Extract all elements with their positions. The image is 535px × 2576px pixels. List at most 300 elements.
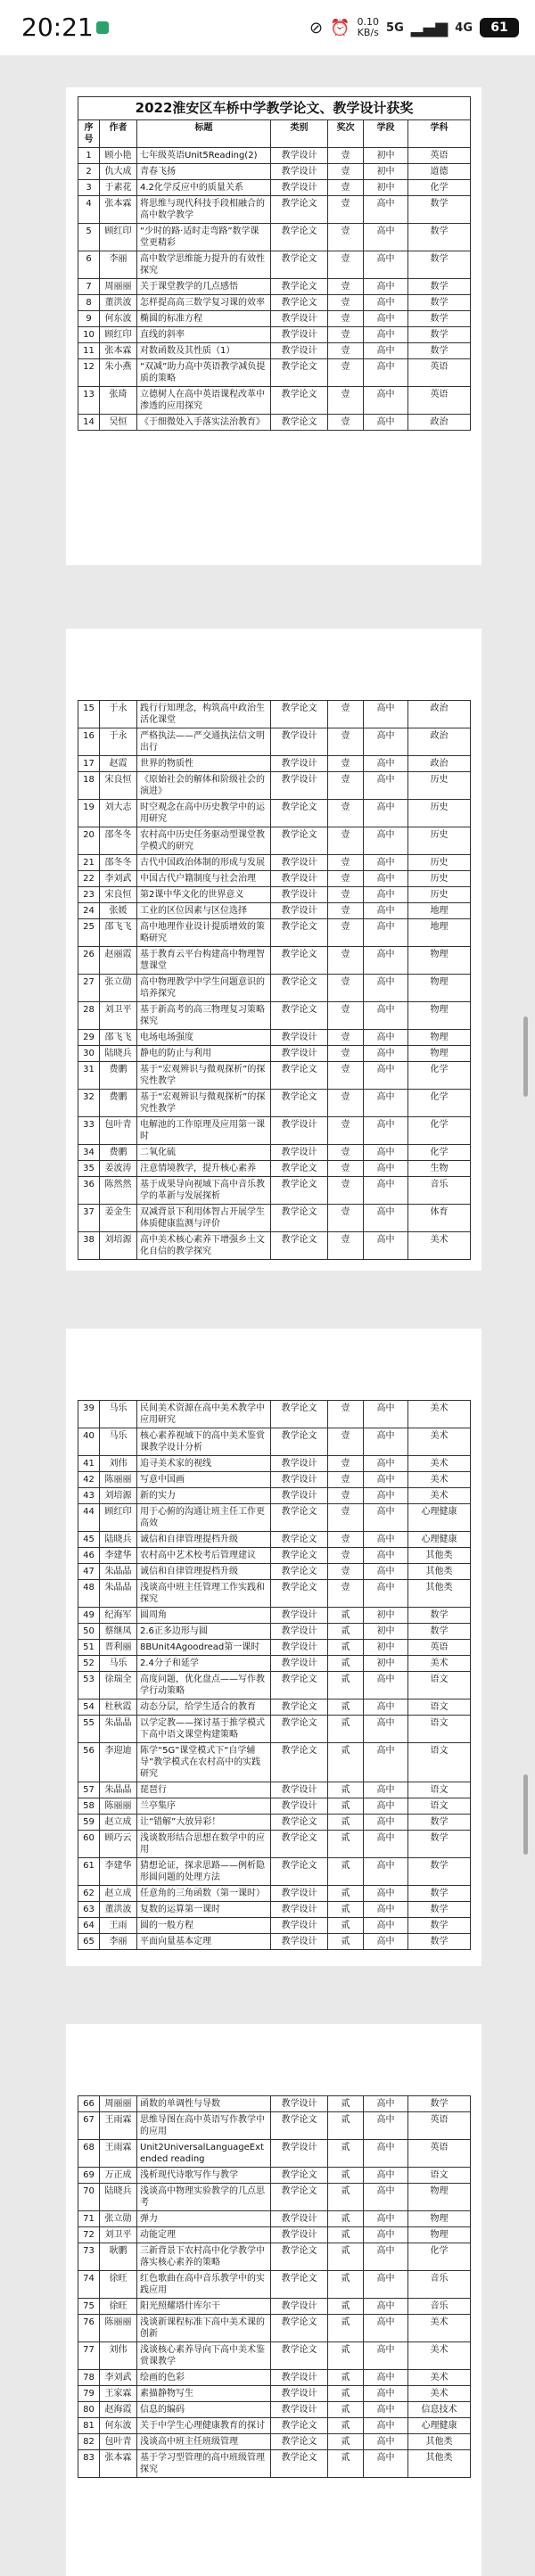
table-row	[78, 919, 471, 947]
table-cell: 教学论文	[271, 2418, 328, 2434]
table-cell: 贰	[328, 1918, 364, 1934]
table-cell: 74	[78, 2271, 100, 2299]
table-cell: 顾红印	[100, 327, 137, 343]
signal-4g: 4G	[455, 21, 473, 35]
table-row	[78, 1145, 471, 1161]
table-cell: 教学设计	[271, 1117, 328, 1145]
table-cell: 中国古代户籍制度与社会治理	[137, 871, 271, 887]
table-cell: 陈丽丽	[100, 2315, 137, 2342]
table-cell: 基于成果导向视域下高中音乐教学的革新与发展探析	[137, 1177, 271, 1205]
table-cell: 英语	[408, 148, 471, 164]
table-cell: 朱晶晶	[100, 1580, 137, 1608]
table-cell: 2.6正多边形与圆	[137, 1624, 271, 1640]
table-cell: 李建华	[100, 1858, 137, 1886]
table-cell: 教学论文	[271, 2271, 328, 2299]
table-cell: 6	[78, 251, 100, 279]
table-cell: 动能定理	[137, 2227, 271, 2243]
table-cell: 徐瑞全	[100, 1672, 137, 1700]
table-cell: 动态分层，给学生适合的教育	[137, 1700, 271, 1716]
table-cell: 10	[78, 327, 100, 343]
table-cell: 61	[78, 1858, 100, 1886]
table-cell: 教学设计	[271, 1886, 328, 1902]
table-cell: 高中	[364, 1858, 408, 1886]
table-row	[78, 415, 471, 431]
table-cell: 教学设计	[271, 327, 328, 343]
table-cell: 高中	[364, 919, 408, 947]
table-cell: 高中地理作业设计提质增效的策略研究	[137, 919, 271, 947]
table-cell: 物理	[408, 975, 471, 1002]
table-cell: 英语	[408, 359, 471, 387]
table-row	[78, 1062, 471, 1090]
table-cell: 教学设计	[271, 164, 328, 180]
table-cell: 物理	[408, 1030, 471, 1046]
table-cell: 英语	[408, 1640, 471, 1656]
table-cell: 信息技术	[408, 2402, 471, 2418]
table-cell: 朱晶晶	[100, 1716, 137, 1743]
table-cell: 董洪波	[100, 295, 137, 311]
table-row	[78, 1580, 471, 1608]
table-cell: 教学论文	[271, 295, 328, 311]
table-cell: 刘伟	[100, 2342, 137, 2370]
table-cell: 政治	[408, 701, 471, 728]
table-cell: 壹	[328, 887, 364, 903]
table-cell: 语文	[408, 1798, 471, 1815]
page-scrollbar[interactable]	[523, 1016, 528, 1097]
table-cell: 1	[78, 148, 100, 164]
table-row	[78, 279, 471, 295]
table-cell: 教学论文	[271, 2450, 328, 2478]
table-cell: 教学论文	[271, 1580, 328, 1608]
table-cell: 贰	[328, 2370, 364, 2386]
table-cell: 教学设计	[271, 343, 328, 359]
table-cell: 9	[78, 311, 100, 327]
table-cell: 语文	[408, 1782, 471, 1798]
table-cell: 教学设计	[271, 2299, 328, 2315]
table-cell: 陈丽丽	[100, 1472, 137, 1488]
table-cell: 教学论文	[271, 1858, 328, 1886]
table-cell: 23	[78, 887, 100, 903]
table-cell: 贰	[328, 2402, 364, 2418]
table-cell: 基于教育云平台构建高中物理智慧课堂	[137, 947, 271, 975]
table-cell: 壹	[328, 359, 364, 387]
table-cell: 40	[78, 1428, 100, 1456]
table-cell: 壹	[328, 903, 364, 919]
table-cell: 思维导图在高中英语写作教学中的应用	[137, 2112, 271, 2140]
table-cell: 2.4分子和延学	[137, 1656, 271, 1672]
table-cell: 教学设计	[271, 1782, 328, 1798]
document-page-2	[66, 629, 482, 1271]
table-cell: 吴恒	[100, 415, 137, 431]
table-cell: 高中	[364, 947, 408, 975]
table-cell: 陈然然	[100, 1177, 137, 1205]
page-scrollbar[interactable]	[523, 1774, 528, 1855]
signal-bars-icon: ▂▄▆	[410, 18, 449, 37]
table-cell: 美术	[408, 1428, 471, 1456]
table-cell: 壹	[328, 772, 364, 800]
table-cell: 壹	[328, 343, 364, 359]
table-cell: 教学论文	[271, 2243, 328, 2271]
table-row	[78, 1656, 471, 1672]
table-row	[78, 2450, 471, 2478]
table-cell: 张本霖	[100, 2450, 137, 2478]
table-cell: 化学	[408, 1117, 471, 1145]
table-cell: 71	[78, 2211, 100, 2227]
table-row	[78, 2140, 471, 2168]
table-cell: 贰	[328, 2168, 364, 2184]
table-cell: 数学	[408, 1831, 471, 1858]
table-cell: 73	[78, 2243, 100, 2271]
table-cell: 红色歌曲在高中音乐教学中的实践应用	[137, 2271, 271, 2299]
table-cell: 徐旺	[100, 2271, 137, 2299]
table-row	[78, 164, 471, 180]
table-cell: 历史	[408, 855, 471, 871]
table-cell: 壹	[328, 415, 364, 431]
table-cell: 教学设计	[271, 728, 328, 756]
table-cell: 陆晓兵	[100, 1532, 137, 1548]
table-cell: 基于“宏观辨识与微观探析”的探究性教学	[137, 1090, 271, 1117]
table-row	[78, 1672, 471, 1700]
mute-icon: ⊘	[309, 18, 324, 37]
table-cell: 赵丽霞	[100, 947, 137, 975]
status-icons	[309, 14, 519, 41]
table-cell: 教学论文	[271, 1548, 328, 1564]
table-cell: 高中数学思维能力提升的有效性探究	[137, 251, 271, 279]
table-cell: 83	[78, 2450, 100, 2478]
table-row	[78, 1002, 471, 1030]
table-row	[78, 1504, 471, 1532]
table-cell: 高中	[364, 2315, 408, 2342]
table-cell: 诚信和自律管理提档升级	[137, 1532, 271, 1548]
table-cell: 高中	[364, 2450, 408, 2478]
table-row	[78, 295, 471, 311]
table-row	[78, 1831, 471, 1858]
table-cell: 教学论文	[271, 1716, 328, 1743]
table-cell: 数学	[408, 224, 471, 251]
table-cell: 宋良恒	[100, 772, 137, 800]
table-cell: 刘大志	[100, 800, 137, 827]
table-cell: 费鹏	[100, 1145, 137, 1161]
table-cell: 教学设计	[271, 903, 328, 919]
table-cell: 高中	[364, 1046, 408, 1062]
table-cell: 78	[78, 2370, 100, 2386]
table-row	[78, 1205, 471, 1232]
table-cell: 物理	[408, 1046, 471, 1062]
table-cell: 顾小艳	[100, 148, 137, 164]
table-cell: 贰	[328, 2299, 364, 2315]
table-cell: 数学	[408, 1608, 471, 1624]
table-cell: 高中	[364, 2402, 408, 2418]
column-header: 作者	[100, 120, 137, 148]
table-cell: 高中	[364, 251, 408, 279]
table-row	[78, 1046, 471, 1062]
table-cell: 壹	[328, 1205, 364, 1232]
table-cell: 邵飞飞	[100, 1030, 137, 1046]
table-cell: 壹	[328, 327, 364, 343]
table-cell: 高中	[364, 1117, 408, 1145]
table-cell: 高中	[364, 1798, 408, 1815]
table-row	[78, 1488, 471, 1504]
table-cell: 72	[78, 2227, 100, 2243]
table-cell: 56	[78, 1743, 100, 1782]
table-cell: 兰亭集序	[137, 1798, 271, 1815]
table-cell: 高中	[364, 1145, 408, 1161]
table-cell: 其他类	[408, 1564, 471, 1580]
table-cell: 5	[78, 224, 100, 251]
table-cell: 49	[78, 1608, 100, 1624]
award-table	[78, 2095, 471, 2478]
table-cell: 高中	[364, 903, 408, 919]
table-row	[78, 2418, 471, 2434]
table-cell: 34	[78, 1145, 100, 1161]
table-row	[78, 1886, 471, 1902]
table-row	[78, 1090, 471, 1117]
table-cell: 陆晓兵	[100, 1046, 137, 1062]
table-cell: 贰	[328, 1934, 364, 1950]
table-cell: 壹	[328, 827, 364, 855]
table-cell: 陆晓兵	[100, 2184, 137, 2211]
table-cell: 耿鹏	[100, 2243, 137, 2271]
table-cell: 贰	[328, 2342, 364, 2370]
table-cell: 46	[78, 1548, 100, 1564]
table-cell: 高中	[364, 975, 408, 1002]
table-cell: 壹	[328, 196, 364, 224]
table-cell: 物理	[408, 947, 471, 975]
table-cell: 壹	[328, 1456, 364, 1472]
table-cell: 古代中国政治体制的形成与发展	[137, 855, 271, 871]
table-cell: 农村高中艺术校考后管理建议	[137, 1548, 271, 1564]
table-cell: 壹	[328, 1548, 364, 1564]
table-cell: 其他类	[408, 2434, 471, 2450]
table-cell: 贰	[328, 1831, 364, 1858]
table-cell: 政治	[408, 415, 471, 431]
table-cell: 其他类	[408, 1548, 471, 1564]
signal-5g: 5G	[386, 21, 404, 35]
table-cell: 张本霖	[100, 196, 137, 224]
table-cell: 其他类	[408, 1580, 471, 1608]
table-cell: 历史	[408, 871, 471, 887]
table-cell: 教学设计	[271, 1918, 328, 1934]
table-cell: 历史	[408, 887, 471, 903]
table-row	[78, 1858, 471, 1886]
table-cell: 教学设计	[271, 1145, 328, 1161]
table-row	[78, 2342, 471, 2370]
table-cell: 心理健康	[408, 1504, 471, 1532]
table-cell: 教学设计	[271, 1488, 328, 1504]
table-cell: 79	[78, 2386, 100, 2402]
table-row	[78, 2315, 471, 2342]
table-cell: 教学设计	[271, 2211, 328, 2227]
table-cell: 教学论文	[271, 2315, 328, 2342]
table-cell: 教学设计	[271, 148, 328, 164]
table-cell: 教学论文	[271, 827, 328, 855]
document-page-3	[66, 1329, 482, 1966]
table-cell: 张立勋	[100, 2211, 137, 2227]
table-cell: 壹	[328, 701, 364, 728]
table-cell: 20	[78, 827, 100, 855]
table-cell: 壹	[328, 164, 364, 180]
table-cell: 高中	[364, 1456, 408, 1472]
table-cell: 语文	[408, 1743, 471, 1782]
table-row	[78, 2434, 471, 2450]
table-cell: 新的实力	[137, 1488, 271, 1504]
table-cell: 高中	[364, 827, 408, 855]
table-cell: 初中	[364, 1608, 408, 1624]
table-row	[78, 311, 471, 327]
table-cell: 美术	[408, 2386, 471, 2402]
table-cell: 22	[78, 871, 100, 887]
table-cell: 赵霞	[100, 756, 137, 772]
table-cell: 54	[78, 1700, 100, 1716]
table-cell: 顾巧云	[100, 1831, 137, 1858]
table-cell: 李丽	[100, 251, 137, 279]
table-cell: 浅析现代诗歌写作与教学	[137, 2168, 271, 2184]
table-cell: 26	[78, 947, 100, 975]
table-cell: 76	[78, 2315, 100, 2342]
table-cell: 47	[78, 1564, 100, 1580]
table-cell: 31	[78, 1062, 100, 1090]
table-cell: 追寻美术家的视线	[137, 1456, 271, 1472]
table-cell: 何东波	[100, 2418, 137, 2434]
table-cell: 28	[78, 1002, 100, 1030]
table-cell: 壹	[328, 1488, 364, 1504]
table-cell: 77	[78, 2342, 100, 2370]
table-cell: 贰	[328, 2140, 364, 2168]
table-cell: 浅谈数形结合思想在数学中的应用	[137, 1831, 271, 1858]
table-cell: 立德树人在高中英语课程改革中渗透的应用探究	[137, 387, 271, 415]
table-cell: 让“错解”大放异彩！	[137, 1815, 271, 1831]
table-cell: 高中	[364, 1782, 408, 1798]
table-cell: 高中美术核心素养下增强乡土文化自信的教学探究	[137, 1232, 271, 1260]
document-page-1	[66, 87, 482, 565]
table-row	[78, 903, 471, 919]
table-cell: 教学设计	[271, 2227, 328, 2243]
table-row	[78, 827, 471, 855]
table-cell: 17	[78, 756, 100, 772]
table-cell: 贰	[328, 2112, 364, 2140]
table-cell: 壹	[328, 180, 364, 196]
table-cell: 教学论文	[271, 1062, 328, 1090]
table-cell: 初中	[364, 164, 408, 180]
table-cell: 基于“宏观辨识与微观探析”的探究性教学	[137, 1062, 271, 1090]
table-cell: 高中	[364, 1161, 408, 1177]
table-cell: 化学	[408, 180, 471, 196]
table-row	[78, 800, 471, 827]
table-row	[78, 1532, 471, 1548]
table-cell: 数学	[408, 1934, 471, 1950]
table-row	[78, 855, 471, 871]
table-cell: 教学论文	[271, 1232, 328, 1260]
table-row	[78, 2243, 471, 2271]
table-cell: 高中	[364, 1902, 408, 1918]
table-cell: 写意中国画	[137, 1472, 271, 1488]
table-cell: 教学论文	[271, 1532, 328, 1548]
table-cell: 32	[78, 1090, 100, 1117]
table-cell: 25	[78, 919, 100, 947]
table-cell: 教学论文	[271, 279, 328, 295]
table-cell: 贰	[328, 1743, 364, 1782]
table-cell: 贰	[328, 1782, 364, 1798]
table-cell: 邵冬冬	[100, 855, 137, 871]
table-cell: 8BUnit4Agoodread第一课时	[137, 1640, 271, 1656]
table-cell: 壹	[328, 800, 364, 827]
table-row	[78, 756, 471, 772]
table-row	[78, 1798, 471, 1815]
table-cell: 英语	[408, 387, 471, 415]
table-cell: 高中	[364, 2370, 408, 2386]
table-cell: 初中	[364, 180, 408, 196]
table-cell: 壹	[328, 1161, 364, 1177]
table-cell: 朱晶晶	[100, 1564, 137, 1580]
table-cell: 21	[78, 855, 100, 871]
table-cell: 教学设计	[271, 1608, 328, 1624]
table-cell: 高中	[364, 2184, 408, 2211]
table-cell: 48	[78, 1580, 100, 1608]
table-cell: 阳光照耀塔什库尔干	[137, 2299, 271, 2315]
table-cell: 贰	[328, 2184, 364, 2211]
table-cell: 贰	[328, 1656, 364, 1672]
table-cell: 高中	[364, 311, 408, 327]
table-row	[78, 387, 471, 415]
table-cell: 教学设计	[271, 1472, 328, 1488]
table-cell: 贰	[328, 1624, 364, 1640]
table-cell: 教学设计	[271, 772, 328, 800]
table-row	[78, 1117, 471, 1145]
table-cell: 圆周角	[137, 1608, 271, 1624]
table-cell: 贰	[328, 2450, 364, 2478]
table-cell: 教学设计	[271, 1456, 328, 1472]
column-header: 学段	[364, 120, 408, 148]
table-cell: 圆的一般方程	[137, 1918, 271, 1934]
table-row	[78, 2168, 471, 2184]
table-cell: 81	[78, 2418, 100, 2434]
table-cell: 36	[78, 1177, 100, 1205]
table-cell: 教学论文	[271, 947, 328, 975]
table-cell: 贰	[328, 1858, 364, 1886]
table-cell: 物理	[408, 2184, 471, 2211]
table-cell: 高中	[364, 1716, 408, 1743]
table-cell: 马乐	[100, 1656, 137, 1672]
table-cell: 壹	[328, 1145, 364, 1161]
table-cell: 高中	[364, 2434, 408, 2450]
table-cell: 历史	[408, 800, 471, 827]
table-cell: 壹	[328, 1002, 364, 1030]
table-cell: 高中	[364, 1580, 408, 1608]
table-cell: 教学论文	[271, 251, 328, 279]
table-cell: 壹	[328, 1177, 364, 1205]
status-bar	[0, 0, 535, 55]
table-cell: 电解池的工作原理及应用第一课时	[137, 1117, 271, 1145]
table-cell: 陈丽丽	[100, 1798, 137, 1815]
table-cell: 贰	[328, 1798, 364, 1815]
table-cell: 高度问题，优化盘点——写作教学行动策略	[137, 1672, 271, 1700]
table-cell: 壹	[328, 1532, 364, 1548]
table-cell: 高中	[364, 224, 408, 251]
table-cell: 教学论文	[271, 224, 328, 251]
table-cell: 教学论文	[271, 2112, 328, 2140]
table-cell: 壹	[328, 295, 364, 311]
table-cell: 高中	[364, 2112, 408, 2140]
table-cell: 初中	[364, 1656, 408, 1672]
table-row	[78, 1161, 471, 1177]
column-header: 学科	[408, 120, 471, 148]
table-cell: 教学设计	[271, 1046, 328, 1062]
table-cell: 何东波	[100, 311, 137, 327]
table-cell: 壹	[328, 947, 364, 975]
table-cell: 8	[78, 295, 100, 311]
table-cell: 11	[78, 343, 100, 359]
table-row	[78, 2211, 471, 2227]
table-cell: 高中	[364, 1177, 408, 1205]
